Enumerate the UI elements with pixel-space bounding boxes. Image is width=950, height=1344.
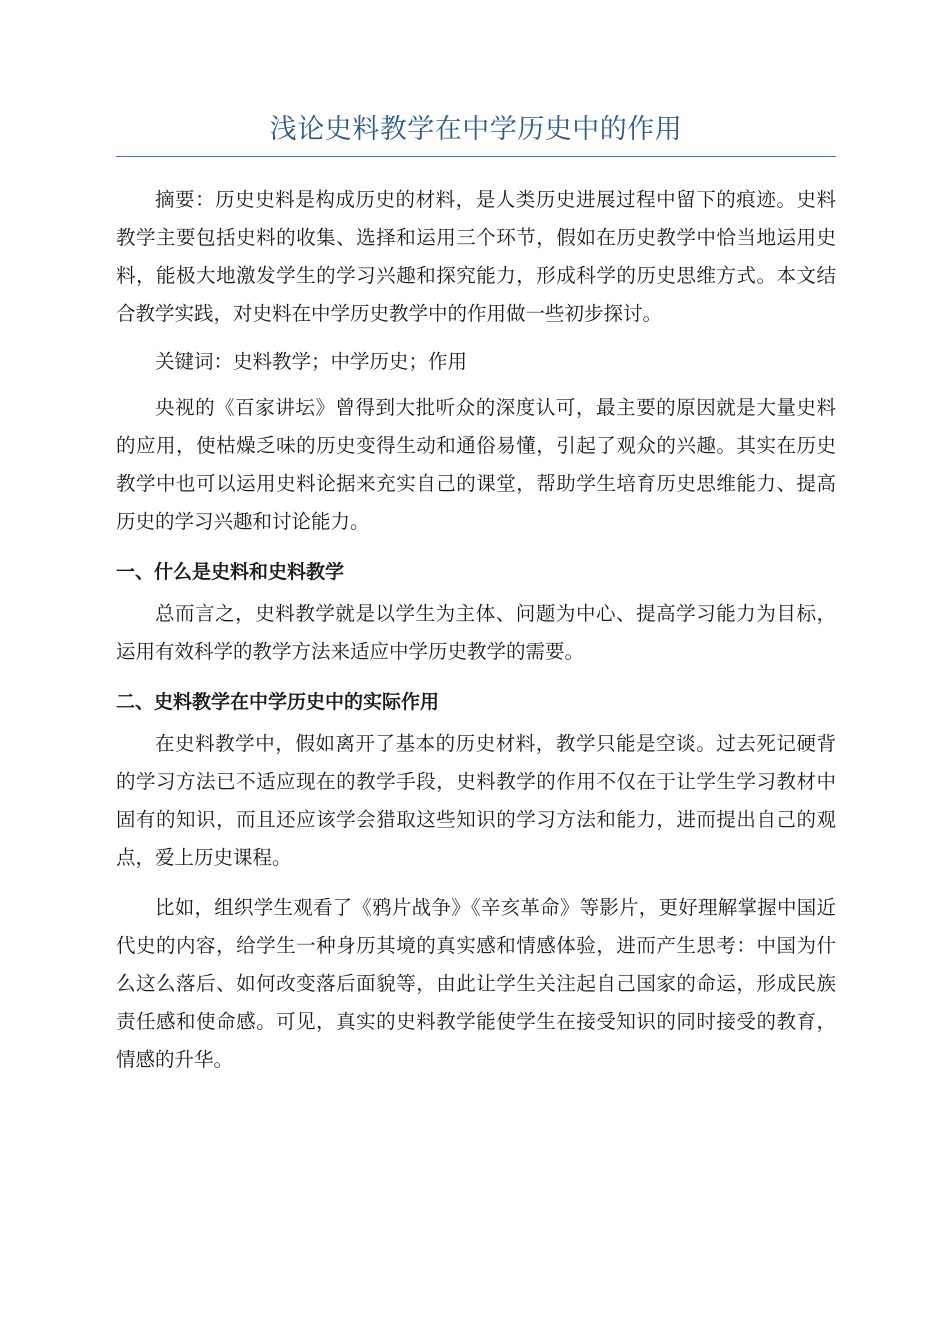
section-1-heading: 一、什么是史料和史料教学 bbox=[116, 561, 345, 583]
abstract-paragraph: 摘要：历史史料是构成历史的材料，是人类历史进展过程中留下的痕迹。史料教学主要包括史料的收集、选择和运用三个环节，假如在历史教学中恰当地运用史料，能极大地激发学生的学习兴趣和探究能力，形成科学的历史思维方式。本文结合教学实践，对史料在中学历史教学中的作用做一些初步探讨。 bbox=[116, 188, 836, 325]
section-2-paragraph-1: 在史料教学中，假如离开了基本的历史材料，教学只能是空谈。过去死记硬背的学习方法已不适应现在的教学手段，史料教学的作用不仅在于让学生学习教材中固有的知识，而且还应该学会猎取这些知识的学习方法和能力，进而提出自己的观点，爱上历史课程。 bbox=[116, 732, 836, 869]
document-title: 浅论史料教学在中学历史中的作用 bbox=[116, 110, 836, 157]
section-1-paragraph-1: 总而言之，史料教学就是以学生为主体、问题为中心、提高学习能力为目标，运用有效科学的教学方法来适应中学历史教学的需要。 bbox=[116, 602, 836, 663]
intro-paragraph: 央视的《百家讲坛》曾得到大批听众的深度认可，最主要的原因就是大量史料的应用，使枯燥乏味的历史变得生动和通俗易懂，引起了观众的兴趣。其实在历史教学中也可以运用史料论据来充实自己的课堂，帮助学生培育历史思维能力、提高历史的学习兴趣和讨论能力。 bbox=[116, 396, 836, 533]
section-2-heading: 二、史料教学在中学历史中的实际作用 bbox=[116, 691, 440, 713]
document-page bbox=[116, 110, 836, 1079]
section-2-paragraph-2: 比如，组织学生观看了《鸦片战争》《辛亥革命》等影片，更好理解掌握中国近代史的内容，给学生一种身历其境的真实感和情感体验，进而产生思考：中国为什么这么落后、如何改变落后面貌等，由此让学生关注起自己国家的命运，形成民族责任感和使命感。可见，真实的史料教学能使学生在接受知识的同时接受的教育，情感的升华。 bbox=[116, 896, 836, 1071]
keywords-paragraph: 关键词：史料教学；中学历史；作用 bbox=[155, 350, 468, 373]
